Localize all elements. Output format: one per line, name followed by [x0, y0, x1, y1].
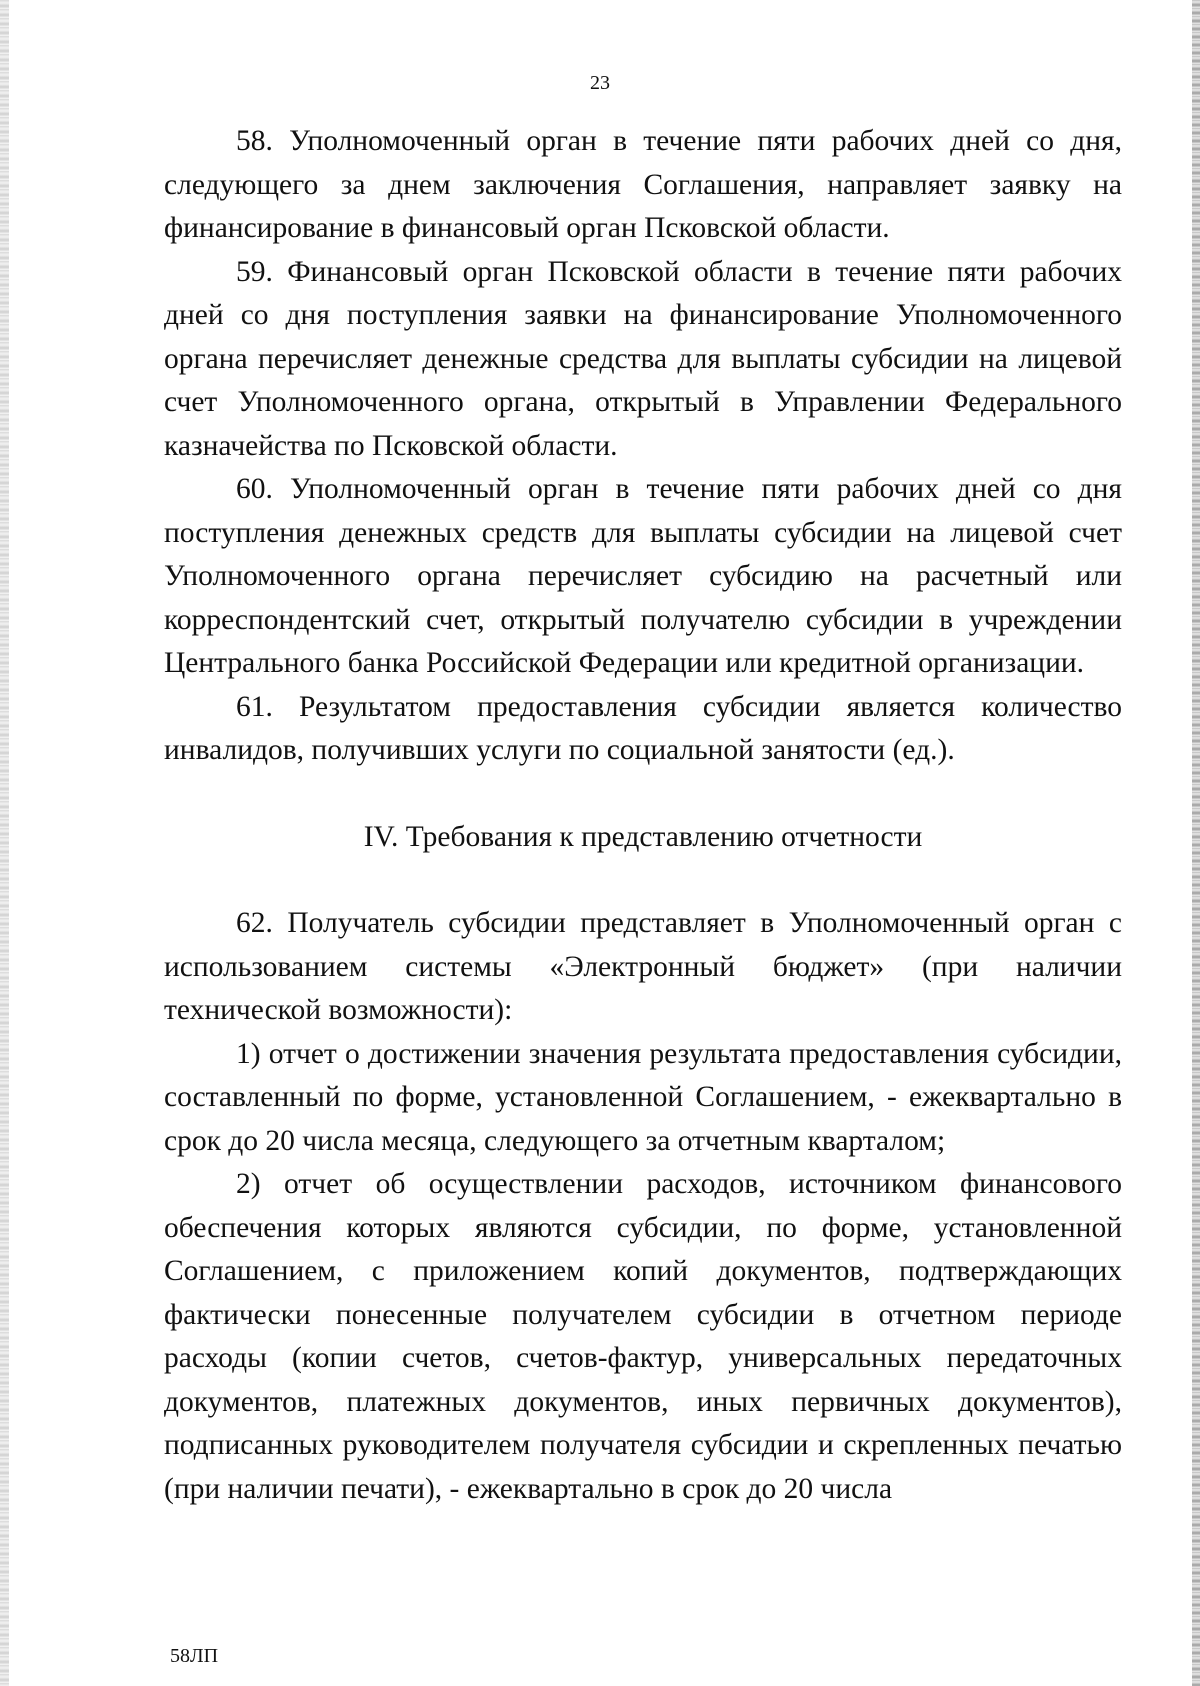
footer-document-code: 58ЛП [170, 1645, 219, 1667]
paragraph-62: 62. Получатель субсидии представляет в Уполномоченный орган с использованием системы «Электронный бюджет» (при наличии технической возможности): [164, 907, 1122, 1026]
section-heading: IV. Требования к представлению отчетности [363, 820, 923, 853]
document-body [164, 120, 1122, 1511]
paragraph-58: 58. Уполномоченный орган в течение пяти рабочих дней со дня, следующего за днем заключения Соглашения, направляет заявку на финансирование в финансовый орган Псковской области. [164, 125, 1122, 244]
page-number: 23 [590, 72, 610, 94]
paragraph-62-item-2: 2) отчет об осуществлении расходов, источником финансового обеспечения которых являются субсидии, по форме, установленной Соглашением, с приложением копий документов, подтверждающих фактически понесенные получателем субсидии в отчетном периоде расходы (копии счетов, счетов-фактур, универсальных передаточных документов, платежных документов, иных первичных документов), подписанных руководителем получателя субсидии и скрепленных печатью (при наличии печати), - ежеквартально в срок до 20 числа [164, 1168, 1122, 1505]
paragraph-59: 59. Финансовый орган Псковской области в течение пяти рабочих дней со дня поступления заявки на финансирование Уполномоченного органа перечисляет денежные средства для выплаты субсидии на лицевой счет Уполномоченного органа, открытый в Управлении Федерального казначейства по Псковской области. [164, 255, 1122, 462]
scan-edge-right [1192, 0, 1200, 1686]
paragraph-62-item-1: 1) отчет о достижении значения результата предоставления субсидии, составленный по форме, установленной Соглашением, - ежеквартально в срок до 20 числа месяца, следующего за отчетным кварталом; [164, 1037, 1122, 1157]
paragraph-61: 61. Результатом предоставления субсидии является количество инвалидов, получивших услуги по социальной занятости (ед.). [164, 690, 1122, 766]
paragraph-60: 60. Уполномоченный орган в течение пяти рабочих дней со дня поступления денежных средств для выплаты субсидии на лицевой счет Уполномоченного органа перечисляет субсидию на расчетный или корреспондентский счет, открытый получателю субсидии в учреждении Центрального банка Российской Федерации или кредитной организации. [164, 473, 1122, 679]
scan-edge-left [0, 0, 9, 1686]
